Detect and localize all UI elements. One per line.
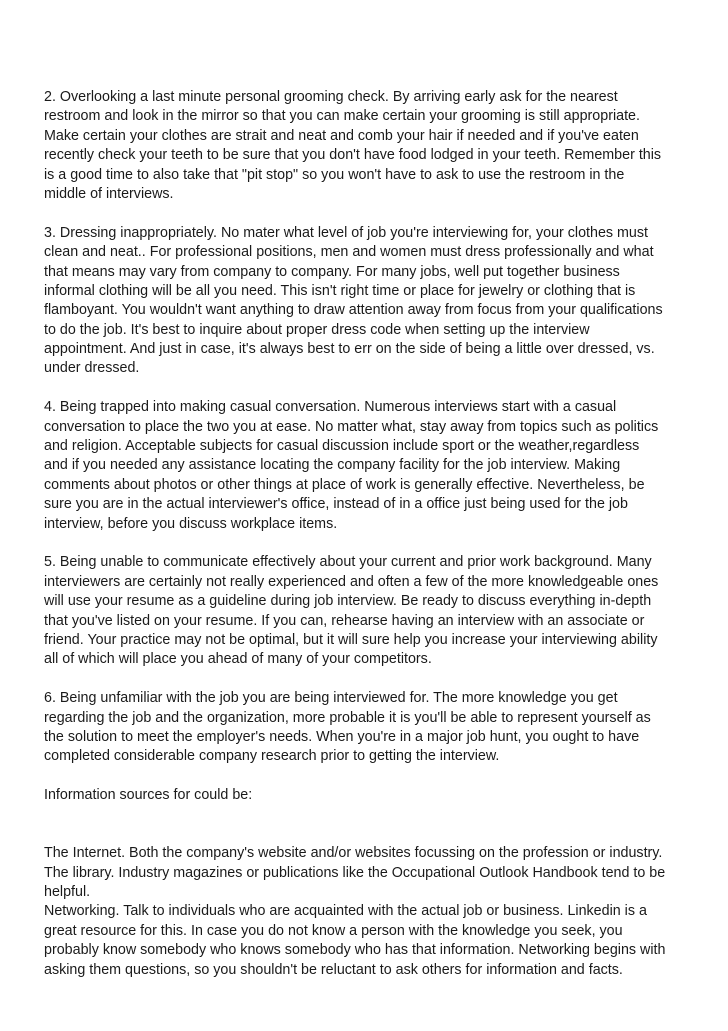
text-line: interview, before you discuss workplace items.	[44, 515, 338, 532]
text-line: 3. Dressing inappropriately. No mater what level of job you're interviewing for, your clothes must	[44, 224, 649, 241]
paragraph-grooming	[44, 88, 694, 204]
document-body	[44, 88, 694, 980]
text-line: Make certain your clothes are strait and neat and comb your hair if needed and if you've eaten	[44, 127, 639, 144]
text-line: under dressed.	[44, 360, 140, 377]
text-line: friend. Your practice may not be optimal, but it will sure help you increase your interviewing ability	[44, 631, 658, 648]
text-line: 2. Overlooking a last minute personal grooming check. By arriving early ask for the nearest	[44, 89, 618, 105]
spacer	[44, 805, 694, 844]
source-line: great resource for this. In case you do not know a person with the knowledge you seek, you	[44, 922, 623, 939]
text-line: sure you are in the actual interviewer's office, instead of in a office just being used for the job	[44, 496, 628, 513]
paragraph-information-sources-intro	[44, 786, 694, 805]
text-line: informal clothing will be all you need. This isn't right time or place for jewelry or clothing that is	[44, 282, 636, 299]
text-line: to do the job. It's best to inquire about proper dress code when setting up the interview	[44, 321, 590, 338]
paragraph-unfamiliar-job	[44, 689, 694, 767]
text-line: flamboyant. You wouldn't want anything to draw attention away from focus from your qualifications	[44, 302, 663, 319]
text-line: will use your resume as a guideline during job interview. Be ready to discuss everything in-depth	[44, 593, 652, 610]
source-line: The Internet. Both the company's website and/or websites focussing on the profession or industry.	[44, 845, 663, 862]
source-line: asking them questions, so you shouldn't be reluctant to ask others for information and facts.	[44, 961, 623, 978]
text-line: Information sources for could be:	[44, 787, 253, 804]
text-line: interviewers are certainly not really experienced and often a few of the more knowledgeable ones	[44, 573, 659, 590]
paragraph-dressing	[44, 224, 694, 379]
text-line: regarding the job and the organization, more probable it is you'll be able to represent yourself as	[44, 709, 651, 726]
paragraph-work-background	[44, 553, 694, 669]
sources-list	[44, 844, 694, 980]
text-line: completed considerable company research prior to getting the interview.	[44, 748, 500, 765]
text-line: conversation to place the two you at ease. No matter what, stay away from topics such as politics	[44, 418, 659, 435]
text-line: 5. Being unable to communicate effectively about your current and prior work background. Many	[44, 554, 652, 571]
text-line: and religion. Acceptable subjects for casual discussion include sport or the weather,regardless	[44, 438, 640, 455]
paragraph-casual-conversation	[44, 398, 694, 534]
text-line: clean and neat.. For professional positions, men and women must dress professionally and what	[44, 244, 654, 261]
source-line: Networking. Talk to individuals who are acquainted with the actual job or business. Linkedin is a	[44, 903, 647, 920]
text-line: the solution to meet the employer's needs. When you're in a major job hunt, you ought to have	[44, 728, 640, 745]
source-line: The library. Industry magazines or publications like the Occupational Outlook Handbook tend to be	[44, 864, 666, 881]
text-line: that means may vary from company to company. For many jobs, well put together business	[44, 263, 620, 280]
text-line: restroom and look in the mirror so that you can make certain your grooming is still appropriate.	[44, 108, 640, 125]
text-line: is a good time to also take that "pit stop" so you won't have to ask to use the restroom in the	[44, 166, 625, 183]
text-line: middle of interviews.	[44, 185, 174, 202]
text-line: all of which will place you ahead of many of your competitors.	[44, 651, 432, 668]
source-line: helpful.	[44, 884, 91, 901]
text-line: that you've listed on your resume. If you can, rehearse having an interview with an associate or	[44, 612, 645, 629]
text-line: comments about photos or other things at place of work is generally effective. Nevertheless, be	[44, 476, 645, 493]
source-line: probably know somebody who knows somebody who has that information. Networking begins with	[44, 942, 666, 959]
text-line: and if you needed any assistance locating the company facility for the job interview. Making	[44, 457, 621, 474]
text-line: recently check your teeth to be sure that you don't have food lodged in your teeth. Remember this	[44, 147, 662, 164]
text-line: appointment. And just in case, it's always best to err on the side of being a little over dressed, vs.	[44, 341, 655, 358]
text-line: 6. Being unfamiliar with the job you are being interviewed for. The more knowledge you get	[44, 690, 618, 707]
text-line: 4. Being trapped into making casual conversation. Numerous interviews start with a casual	[44, 399, 617, 416]
